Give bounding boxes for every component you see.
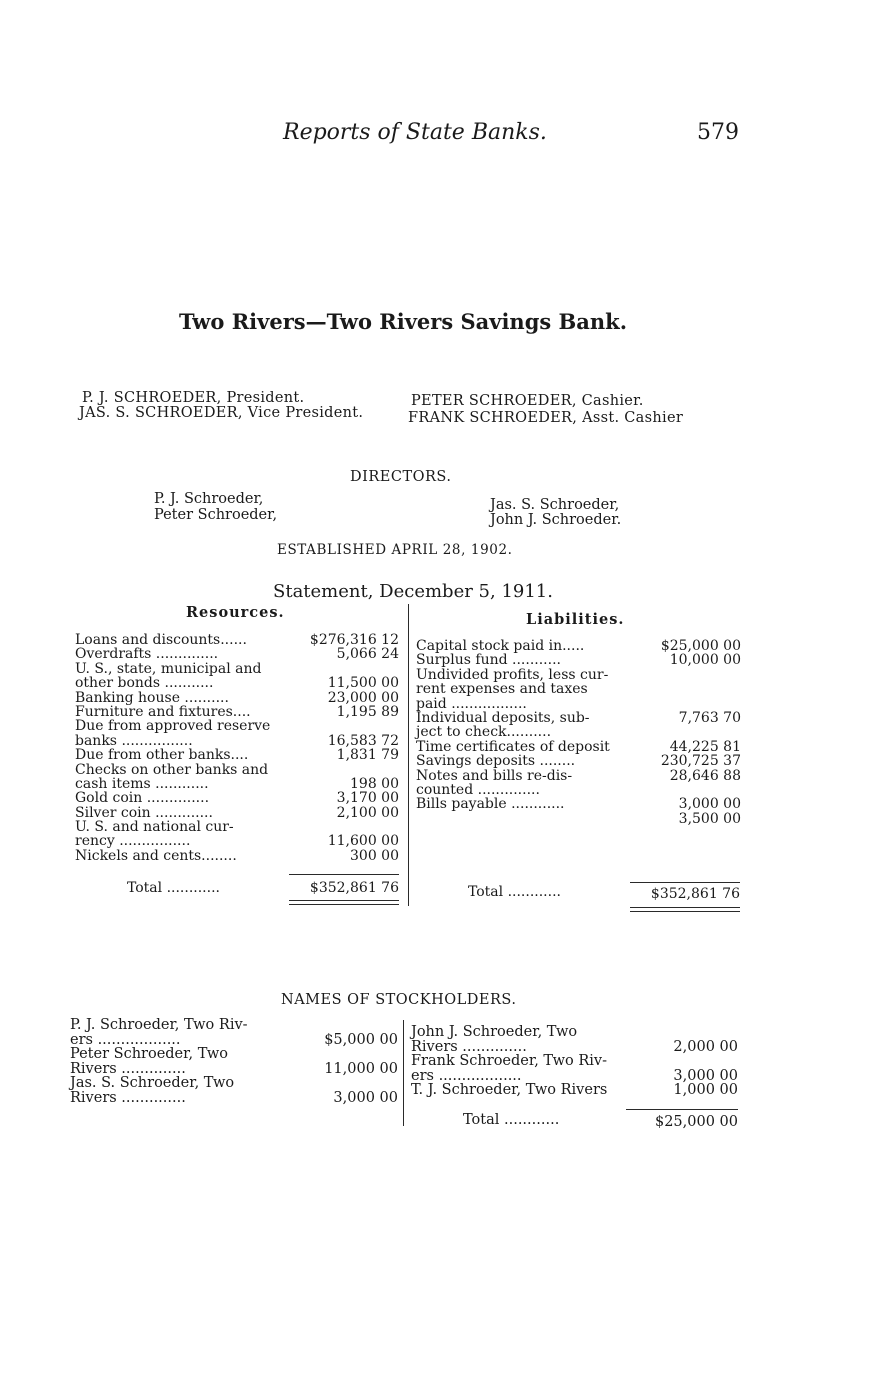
subtotal-rule [630,882,740,883]
page-number: 579 [697,120,739,145]
resource-line: Silver coin ............. 2,100 00 [75,804,399,821]
stockholders-left [70,1018,398,1105]
director-name: Peter Schroeder, [154,507,278,523]
resource-line: cash items ............ 198 00 [75,775,399,792]
subtotal-rule [289,874,399,875]
resource-line: Checks on other banks and [75,761,269,778]
stockholders-total-amount: $25,000 00 [654,1114,738,1130]
total-double-rule [289,900,399,901]
liability-line: 3,500 00 [678,810,741,827]
director-name: Jas. S. Schroeder, [490,497,620,513]
officer-vice-president: JAS. S. SCHROEDER, Vice President. [79,405,364,421]
stockholder-line: Peter Schroeder, Two [70,1046,228,1062]
officer-cashier: PETER SCHROEDER, Cashier. [411,393,644,409]
resource-line: Furniture and fixtures.... 1,195 89 [75,703,399,720]
stockholder-line: P. J. Schroeder, Two Riv- [70,1017,248,1033]
column-divider [403,1020,404,1126]
liability-line: Savings deposits ........ 230,725 37 [416,753,741,770]
liabilities-total-label: Total ............ [468,884,561,900]
liability-line: Capital stock paid in..... $25,000 00 [416,638,741,654]
stockholder-line: Rivers .............. 2,000 00 [411,1038,738,1055]
liabilities-heading: Liabilities. [526,611,625,628]
liability-line: Bills payable ............ 3,000 00 [416,796,741,813]
liability-line: Notes and bills re-dis- 28,646 88 [416,767,741,784]
running-title: Reports of State Banks. [283,120,547,145]
liability-line: Individual deposits, sub- 7,763 70 [416,709,741,726]
resource-line: Loans and discounts...... $276,316 12 [75,632,399,648]
stockholder-line: ers .................. 3,000 00 [411,1067,738,1084]
stockholder-line: Rivers .............. 11,000 00 [70,1060,398,1077]
column-divider [408,604,409,906]
directors-heading: DIRECTORS. [350,469,452,485]
liability-line: ject to check.......... [416,724,552,741]
resource-line: other bonds ........... 11,500 00 [75,675,399,692]
stockholders-right [411,1025,738,1098]
statement-title: Statement, December 5, 1911. [273,581,553,602]
director-name: John J. Schroeder. [490,512,622,528]
resources-total-label: Total ............ [127,880,220,896]
stockholder-line: T. J. Schroeder, Two Rivers 1,000 00 [411,1082,738,1098]
subtotal-rule [626,1109,738,1110]
officer-asst-cashier: FRANK SCHROEDER, Asst. Cashier [408,410,684,426]
resource-line: Due from approved reserve [75,718,271,735]
resource-line: Nickels and cents........ 300 00 [75,847,399,864]
resource-line: rency ................ 11,600 00 [75,833,399,850]
resources-total-amount: $352,861 76 [309,880,399,896]
stockholders-total-label: Total ............ [463,1112,560,1128]
liability-line: Undivided profits, less cur- [416,666,609,683]
stockholder-line: Frank Schroeder, Two Riv- [411,1053,607,1069]
resources-lines [75,633,405,863]
bank-title: Two Rivers—Two Rivers Savings Bank. [178,309,628,334]
liabilities-total-amount: $352,861 76 [650,886,740,902]
stockholder-line: John J. Schroeder, Two [411,1024,578,1040]
liability-line: rent expenses and taxes [416,681,588,698]
liability-line: Surplus fund ........... 10,000 00 [416,652,741,669]
liability-line: Time certificates of deposit 44,225 81 [416,738,741,755]
established-date: ESTABLISHED APRIL 28, 1902. [277,542,513,558]
resource-line: banks ................ 16,583 72 [75,732,399,749]
liability-line: counted .............. [416,781,540,798]
resource-line: Due from other banks.... 1,831 79 [75,747,399,764]
resource-line: Overdrafts .............. 5,066 24 [75,646,399,663]
total-double-rule [630,907,740,908]
resource-line: Gold coin .............. 3,170 00 [75,790,399,807]
resources-heading: Resources. [186,604,285,621]
resource-line: Banking house .......... 23,000 00 [75,689,399,706]
resource-line: U. S. and national cur- [75,819,234,836]
stockholders-heading: NAMES OF STOCKHOLDERS. [281,992,517,1008]
liability-line: paid ................. [416,695,527,712]
stockholder-line: ers .................. $5,000 00 [70,1031,398,1048]
director-name: P. J. Schroeder, [154,491,264,507]
total-double-rule [289,904,399,905]
stockholder-line: Rivers .............. 3,000 00 [70,1089,398,1106]
officer-president: P. J. SCHROEDER, President. [82,390,305,406]
total-double-rule [630,911,740,912]
liabilities-lines [416,639,744,826]
stockholder-line: Jas. S. Schroeder, Two [70,1075,235,1091]
resource-line: U. S., state, municipal and [75,660,262,677]
